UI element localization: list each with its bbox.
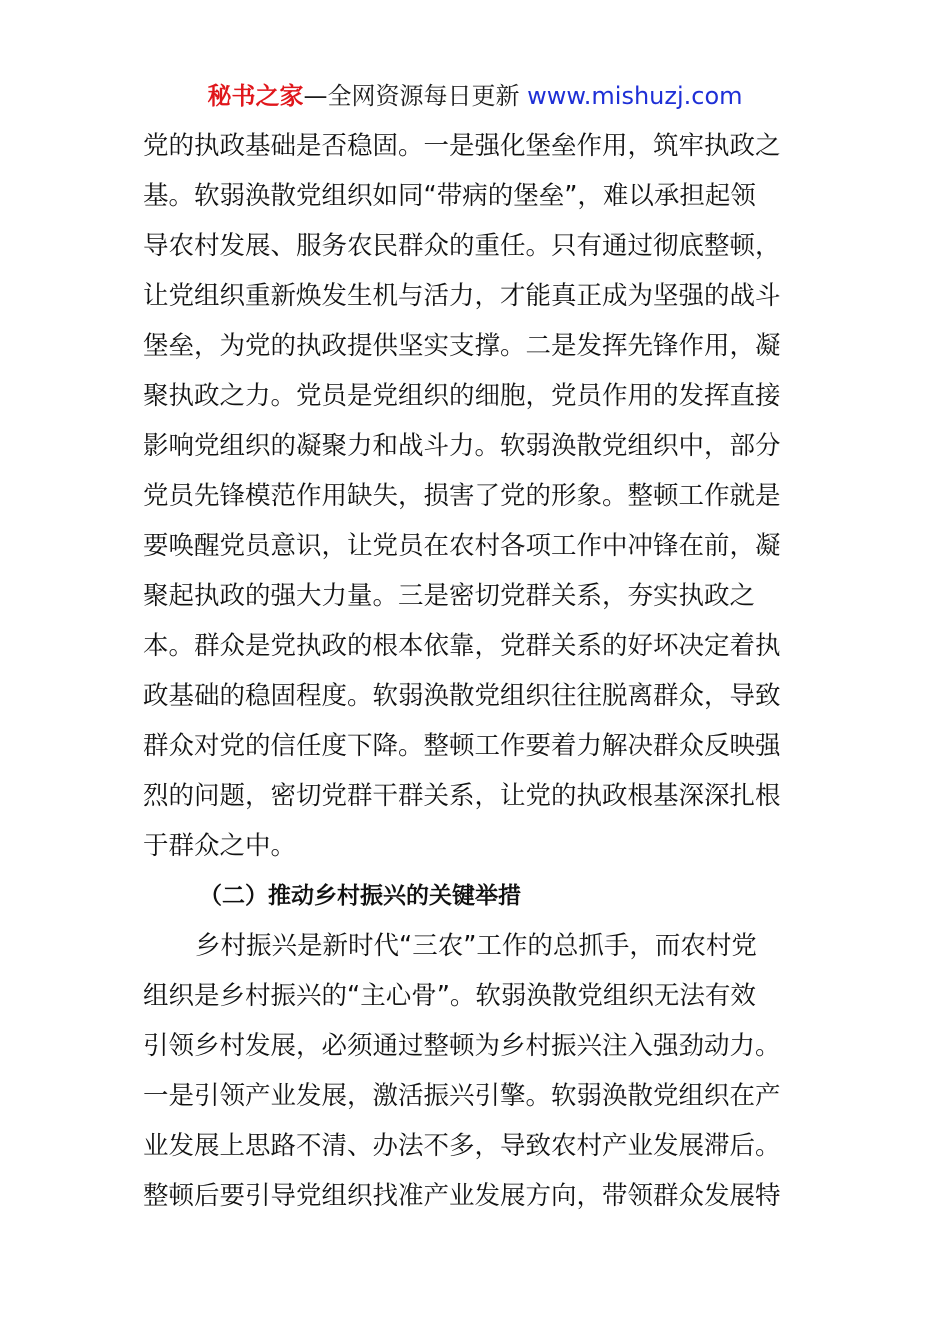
paragraph-line: 让党组织重新焕发生机与活力，才能真正成为坚强的战斗 (143, 281, 781, 311)
paragraph-line: 党员先锋模范作用缺失，损害了党的形象。整顿工作就是 (143, 481, 781, 511)
paragraph-line: 一是引领产业发展，激活振兴引擎。软弱涣散党组织在产 (143, 1081, 781, 1111)
paragraph-line: 群众对党的信任度下降。整顿工作要着力解决群众反映强 (143, 731, 781, 761)
document-body (143, 121, 808, 1221)
paragraph-line: 烈的问题，密切党群干群关系，让党的执政根基深深扎根 (143, 781, 781, 811)
paragraph-line: 整顿后要引导党组织找准产业发展方向，带领群众发展特 (143, 1181, 781, 1211)
paragraph-line: 基。软弱涣散党组织如同“带病的堡垒”，难以承担起领 (143, 181, 756, 211)
paragraph-line: 乡村振兴是新时代“三农”工作的总抓手，而农村党 (195, 931, 757, 961)
paragraph-line: 聚执政之力。党员是党组织的细胞，党员作用的发挥直接 (143, 381, 781, 411)
paragraph-line: 组织是乡村振兴的“主心骨”。软弱涣散党组织无法有效 (143, 981, 756, 1011)
paragraph-line: 本。群众是党执政的根本依靠，党群关系的好坏决定着执 (143, 631, 781, 661)
paragraph-line: 政基础的稳固程度。软弱涣散党组织往往脱离群众，导致 (143, 681, 781, 711)
paragraph-line: 党的执政基础是否稳固。一是强化堡垒作用，筑牢执政之 (143, 131, 781, 161)
site-url-link[interactable]: www.mishuzj.com (527, 82, 743, 110)
paragraph-line: 导农村发展、服务农民群众的重任。只有通过彻底整顿， (143, 231, 781, 261)
paragraph-line: 于群众之中。 (143, 831, 297, 861)
site-header (0, 80, 950, 112)
paragraph-line: 影响党组织的凝聚力和战斗力。软弱涣散党组织中，部分 (143, 431, 781, 461)
header-tagline: —全网资源每日更新 (303, 82, 520, 110)
paragraph-line: 业发展上思路不清、办法不多，导致农村产业发展滞后。 (143, 1131, 781, 1161)
paragraph-line: 引领乡村发展，必须通过整顿为乡村振兴注入强劲动力。 (143, 1031, 781, 1061)
paragraph-line: 聚起执政的强大力量。三是密切党群关系，夯实执政之 (143, 581, 756, 611)
paragraph-line: 要唤醒党员意识，让党员在农村各项工作中冲锋在前，凝 (143, 531, 781, 561)
paragraph-line: 堡垒，为党的执政提供坚实支撑。二是发挥先锋作用，凝 (143, 331, 781, 361)
section-heading: （二）推动乡村振兴的关键举措 (199, 883, 521, 909)
brand-name: 秘书之家 (207, 82, 304, 110)
